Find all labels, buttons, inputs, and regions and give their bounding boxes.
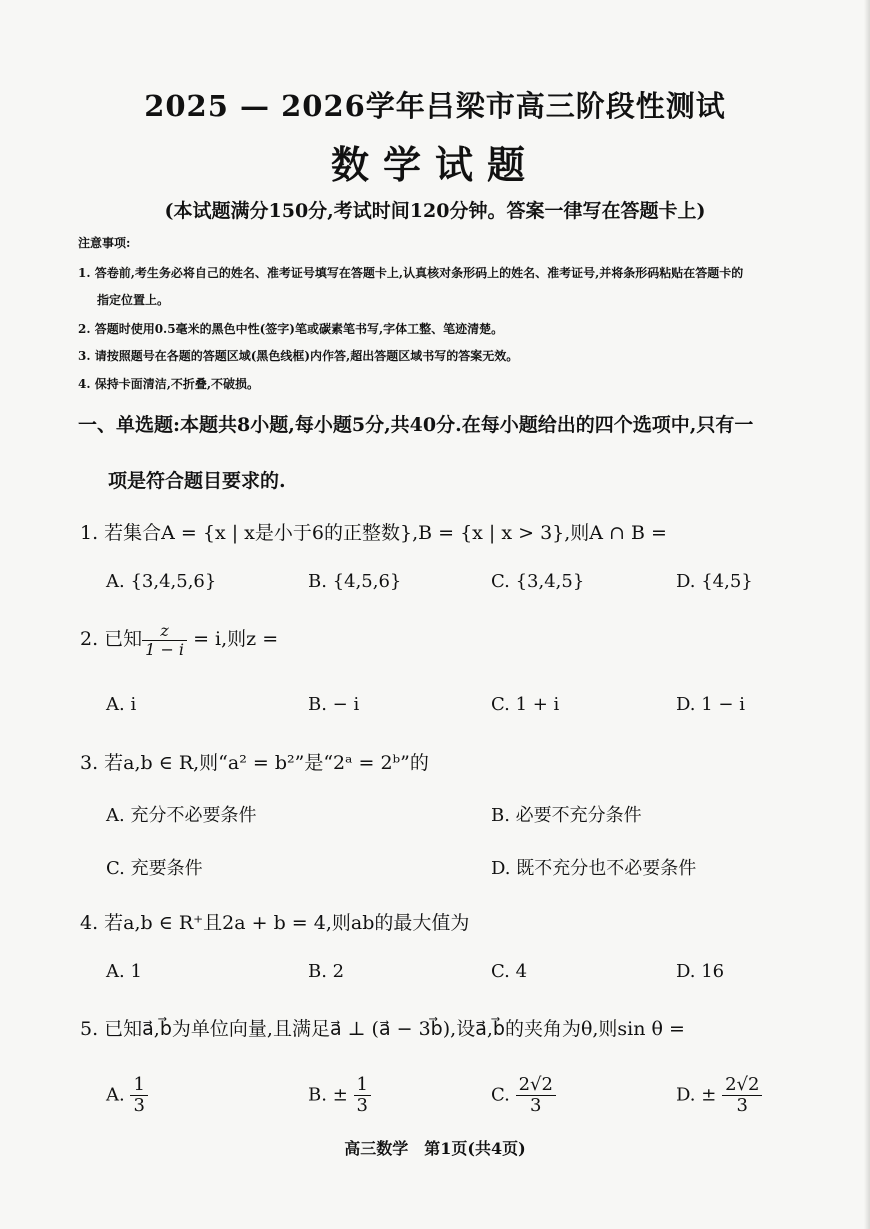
option-fraction [130, 1075, 147, 1116]
notice-item-1: 1. 答卷前,考生务必将自己的姓名、准考证号填写在答题卡上,认真核对条形码上的姓名、准考证号,并将条形码粘贴在答题卡的 [78, 266, 744, 280]
question-1-option-a: A. {3,4,5,6} [106, 571, 217, 592]
question-2-fraction-numerator: z [142, 622, 187, 641]
fraction-numerator: 2√2 [722, 1075, 762, 1096]
scan-edge-shadow [864, 0, 870, 1229]
subject-title: 数学试题 [330, 142, 539, 187]
question-5-stem: 5. 已知a⃗,b⃗为单位向量,且满足a⃗ ⊥ (a⃗ − 3b⃗),设a⃗,b⃗的夹角为θ,则sin θ = [80, 1018, 685, 1040]
question-2-stem [80, 622, 278, 658]
question-3-option-b: B. 必要不充分条件 [491, 805, 642, 826]
question-4-option-a: A. 1 [106, 961, 142, 982]
fraction-numerator: 1 [354, 1075, 371, 1096]
question-4-option-c: C. 4 [491, 961, 528, 982]
question-1-option-b: B. {4,5,6} [308, 571, 402, 592]
notice-item-2: 2. 答题时使用0.5毫米的黑色中性(签字)笔或碳素笔书写,字体工整、笔迹清楚。 [78, 322, 504, 336]
question-1-stem: 1. 若集合A = {x | x是小于6的正整数},B = {x | x > 3},则A ∩ B = [80, 522, 667, 544]
question-5-option-c [491, 1075, 556, 1116]
exam-info: (本试题满分150分,考试时间120分钟。答案一律写在答题卡上) [164, 200, 706, 222]
notice-item-1-cont: 指定位置上。 [97, 293, 170, 307]
question-5-option-d [676, 1075, 762, 1116]
question-2-suffix: = i,则z = [187, 628, 279, 651]
option-label: D. [676, 1084, 696, 1106]
fraction-denominator: 3 [133, 1094, 145, 1116]
question-3-option-a: A. 充分不必要条件 [106, 805, 257, 826]
exam-title: 2025 — 2026学年吕梁市高三阶段性测试 [144, 89, 726, 123]
question-5-option-b [308, 1075, 371, 1116]
question-3-option-c: C. 充要条件 [106, 858, 203, 879]
notice-item-3: 3. 请按照题号在各题的答题区域(黑色线框)内作答,超出答题区域书写的答案无效。 [78, 349, 519, 363]
option-label: C. [491, 1084, 510, 1106]
option-fraction [722, 1075, 762, 1116]
notice-heading: 注意事项: [78, 236, 131, 250]
question-1-option-d: D. {4,5} [676, 571, 753, 592]
fraction-denominator: 3 [356, 1094, 368, 1116]
option-label: B. [308, 1084, 327, 1106]
question-3-stem: 3. 若a,b ∈ R,则“a² = b²”是“2ᵃ = 2ᵇ”的 [80, 752, 429, 774]
question-4-option-b: B. 2 [308, 961, 345, 982]
fraction-denominator: 3 [530, 1094, 542, 1116]
question-2-fraction-denominator: 1 − i [145, 639, 185, 659]
option-prefix: ± [701, 1084, 717, 1106]
question-5-option-a [106, 1075, 148, 1116]
option-fraction [354, 1075, 371, 1116]
question-2-option-d: D. 1 − i [676, 694, 745, 715]
question-2-option-a: A. i [106, 694, 137, 715]
section-heading: 一、单选题:本题共8小题,每小题5分,共40分.在每小题给出的四个选项中,只有一 [78, 414, 754, 436]
section-heading-cont: 项是符合题目要求的. [108, 470, 286, 492]
option-label: A. [106, 1084, 125, 1106]
fraction-numerator: 1 [130, 1075, 147, 1096]
notice-item-4: 4. 保持卡面清洁,不折叠,不破损。 [78, 377, 260, 391]
question-2-prefix: 2. 已知 [80, 628, 143, 651]
option-fraction [516, 1075, 556, 1116]
question-1-option-c: C. {3,4,5} [491, 571, 585, 592]
question-3-option-d: D. 既不充分也不必要条件 [491, 858, 697, 879]
question-2-option-b: B. − i [308, 694, 360, 715]
page-footer: 高三数学 第1页(共4页) [344, 1139, 526, 1158]
fraction-denominator: 3 [736, 1094, 748, 1116]
question-2-option-c: C. 1 + i [491, 694, 560, 715]
question-4-option-d: D. 16 [676, 961, 725, 982]
option-prefix: ± [332, 1084, 348, 1106]
question-2-fraction [142, 622, 187, 658]
fraction-numerator: 2√2 [516, 1075, 556, 1096]
question-4-stem: 4. 若a,b ∈ R⁺且2a + b = 4,则ab的最大值为 [80, 912, 470, 934]
